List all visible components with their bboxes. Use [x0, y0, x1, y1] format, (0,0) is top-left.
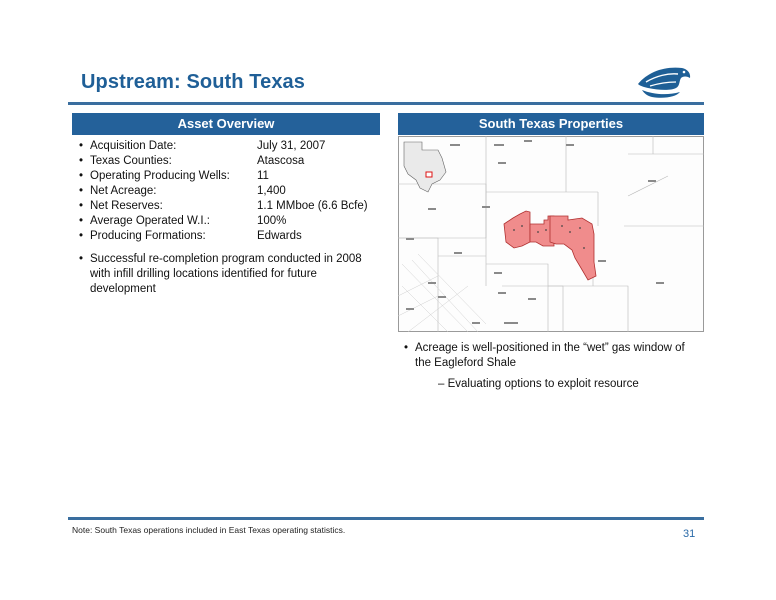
asset-overview-heading: Asset Overview	[72, 113, 380, 135]
overview-label: Texas Counties:	[90, 155, 172, 167]
bullet-dot: •	[404, 342, 409, 354]
overview-label: Average Operated W.I.:	[90, 215, 210, 227]
bullet-dot: •	[79, 140, 84, 152]
list-item	[79, 229, 384, 244]
list-item	[79, 214, 384, 229]
list-item	[79, 154, 384, 169]
overview-value: July 31, 2007	[257, 140, 326, 152]
bullet-dot: •	[79, 230, 84, 242]
bullet-dot: •	[79, 253, 84, 265]
overview-value: 1,400	[257, 185, 286, 197]
overview-value: 100%	[257, 215, 287, 227]
list-item	[404, 341, 700, 371]
bullet-dot: •	[79, 155, 84, 167]
overview-value: Atascosa	[257, 155, 305, 167]
list-item	[79, 139, 384, 154]
evaluating-options-subbullet: – Evaluating options to exploit resource	[438, 378, 639, 390]
list-item	[79, 199, 384, 214]
eagleford-bullet-text: Acreage is well-positioned in the “wet” gas window of the Eagleford Shale	[415, 342, 685, 369]
overview-label: Acquisition Date:	[90, 140, 177, 152]
asset-overview-list	[79, 139, 384, 297]
bullet-dot: •	[79, 170, 84, 182]
bullet-dot: •	[79, 185, 84, 197]
overview-label: Net Reserves:	[90, 200, 163, 212]
bullet-dot: •	[79, 200, 84, 212]
overview-value: Edwards	[257, 230, 302, 242]
page-number: 31	[683, 528, 696, 540]
overview-value: 1.1 MMboe (6.6 Bcfe)	[257, 200, 368, 212]
bullet-dot: •	[79, 215, 84, 227]
footer-divider	[68, 517, 704, 520]
overview-label: Operating Producing Wells:	[90, 170, 230, 182]
south-texas-properties-heading: South Texas Properties	[398, 113, 704, 135]
overview-label: Producing Formations:	[90, 230, 206, 242]
properties-commentary	[404, 341, 700, 392]
overview-value: 11	[257, 170, 269, 182]
list-item	[79, 169, 384, 184]
south-texas-properties-map	[398, 136, 704, 332]
recompletion-note-text: Successful re-completion program conducted in 2008 with infill drilling locations identified for future development	[90, 253, 362, 295]
eagle-logo-icon	[636, 64, 692, 100]
page-title: Upstream: South Texas	[81, 71, 306, 93]
list-item	[79, 184, 384, 199]
overview-label: Net Acreage:	[90, 185, 157, 197]
title-divider	[68, 102, 704, 105]
recompletion-note	[79, 252, 384, 297]
footnote: Note: South Texas operations included in East Texas operating statistics.	[72, 525, 346, 535]
